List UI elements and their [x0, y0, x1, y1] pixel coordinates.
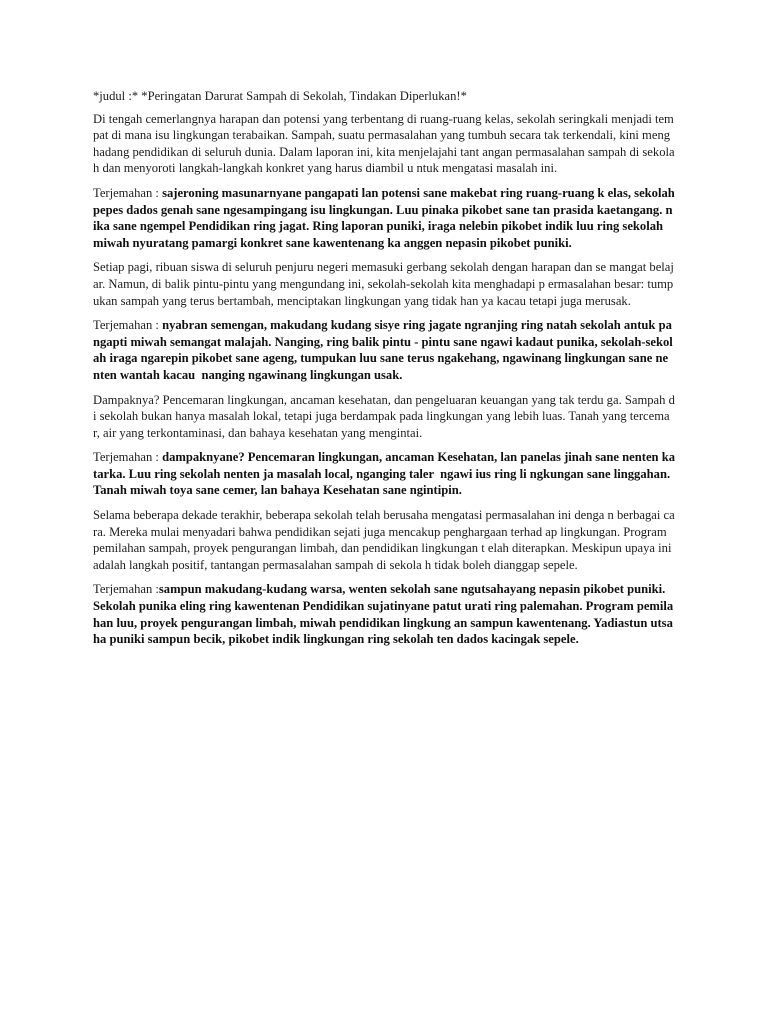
paragraph-indonesian-4: Selama beberapa dekade terakhir, beberapa sekolah telah berusaha mengatasi permasalahan ini denga n berbagai cara. Mereka mulai menyadari bahwa pendidikan sejati juga mencakup penghargaan terhad ap lingkungan. Program pemilahan sampah, proyek pengurangan limbah, dan pendidikan lingkungan t elah diterapkan. Meskipun upaya ini adalah langkah positif, tantangan permasalahan sampah di sekola h tidak boleh dianggap sepele.: [93, 508, 675, 572]
translation-prefix: Terjemahan :: [93, 582, 159, 597]
paragraph-translation-1: [93, 185, 678, 251]
paragraph-translation-4: [93, 581, 675, 647]
translation-text: nyabran semengan, makudang kudang sisye ring jagate ngranjing ring natah sekolah antuk pangapti miwah semangat malajah. Nanging, ring balik pintu - pintu sane ngawi kadaut punika, sekolah-sekolah iraga ngarepin pikobet sane ageng, tumpukan luu sane terus ngakehang, ngawinang lingkungan sane nenten wantah kacau nanging ngawinang lingkungan usak.: [93, 318, 673, 382]
document-body: [93, 88, 678, 656]
paragraph-indonesian-3: Dampaknya? Pencemaran lingkungan, ancaman kesehatan, dan pengeluaran keuangan yang tak terdu ga. Sampah di sekolah bukan hanya masalah lokal, tetapi juga berdampak pada lingkungan yang lebih luas. Tanah yang tercemar, air yang terkontaminasi, dan bahaya kesehatan yang mengintai.: [93, 392, 675, 440]
paragraph-translation-2: [93, 317, 675, 383]
translation-prefix: Terjemahan :: [93, 318, 163, 333]
translation-prefix: Terjemahan :: [93, 185, 163, 200]
paragraph-indonesian-1: Di tengah cemerlangnya harapan dan potensi yang terbentang di ruang-ruang kelas, sekolah seringkali menjadi tempat di mana isu lingkungan terabaikan. Sampah, suatu permasalahan yang tumbuh secara tak terkendali, kini menghadang pendidikan di seluruh dunia. Dalam laporan ini, kita menjelajahi tant angan permasalahan sampah di sekolah dan menyoroti langkah-langkah konkret yang harus diambil u ntuk mengatasi masalah ini.: [93, 111, 675, 176]
translation-prefix: Terjemahan :: [93, 450, 163, 465]
translation-text: dampaknyane? Pencemaran lingkungan, ancaman Kesehatan, lan panelas jinah sane nenten katarka. Luu ring sekolah nenten ja masalah local, nganging taler ngawi ius ring li ngkungan sane linggahan. Tanah miwah toya sane cemer, lan bahaya Kesehatan sane ngintipin.: [93, 450, 675, 498]
translation-text: sampun makudang-kudang warsa, wenten sekolah sane ngutsahayang nepasin pikobet puniki. Sekolah punika eling ring kawentenan Pendidikan sujatinyane patut urati ring palemahan. Program pemilahan luu, proyek pengurangan limbah, miwah pendidikan lingkung an sampun kawentenang. Yadiastun utsaha puniki sampun becik, pikobet indik lingkungan ring sekolah ten dados kacingak sepele.: [93, 582, 674, 647]
paragraph-translation-3: [93, 449, 675, 499]
document-title: *judul :* *Peringatan Darurat Sampah di Sekolah, Tindakan Diperlukan!*: [93, 89, 467, 103]
translation-text: sajeroning masunarnyane pangapati lan potensi sane makebat ring ruang-ruang k elas, sekolah pepes dados genah sane ngesampingang isu lingkungan. Luu pinaka pikobet sane tan prasida kaetangang. nika sane ngempel Pendidikan ring jagat. Ring laporan puniki, iraga nelebin pikobet indik luu ring sekolah miwah nyuratang pamargi konkret sane kawentenang ka anggen nepasin pikobet puniki.: [93, 185, 678, 250]
paragraph-indonesian-2: Setiap pagi, ribuan siswa di seluruh penjuru negeri memasuki gerbang sekolah dengan harapan dan se mangat belajar. Namun, di balik pintu-pintu yang mengundang ini, sekolah-sekolah kita menghadapi p ermasalahan besar: tumpukan sampah yang terus bertambah, menciptakan lingkungan yang tidak han ya kacau tetapi juga merusak.: [93, 260, 674, 308]
